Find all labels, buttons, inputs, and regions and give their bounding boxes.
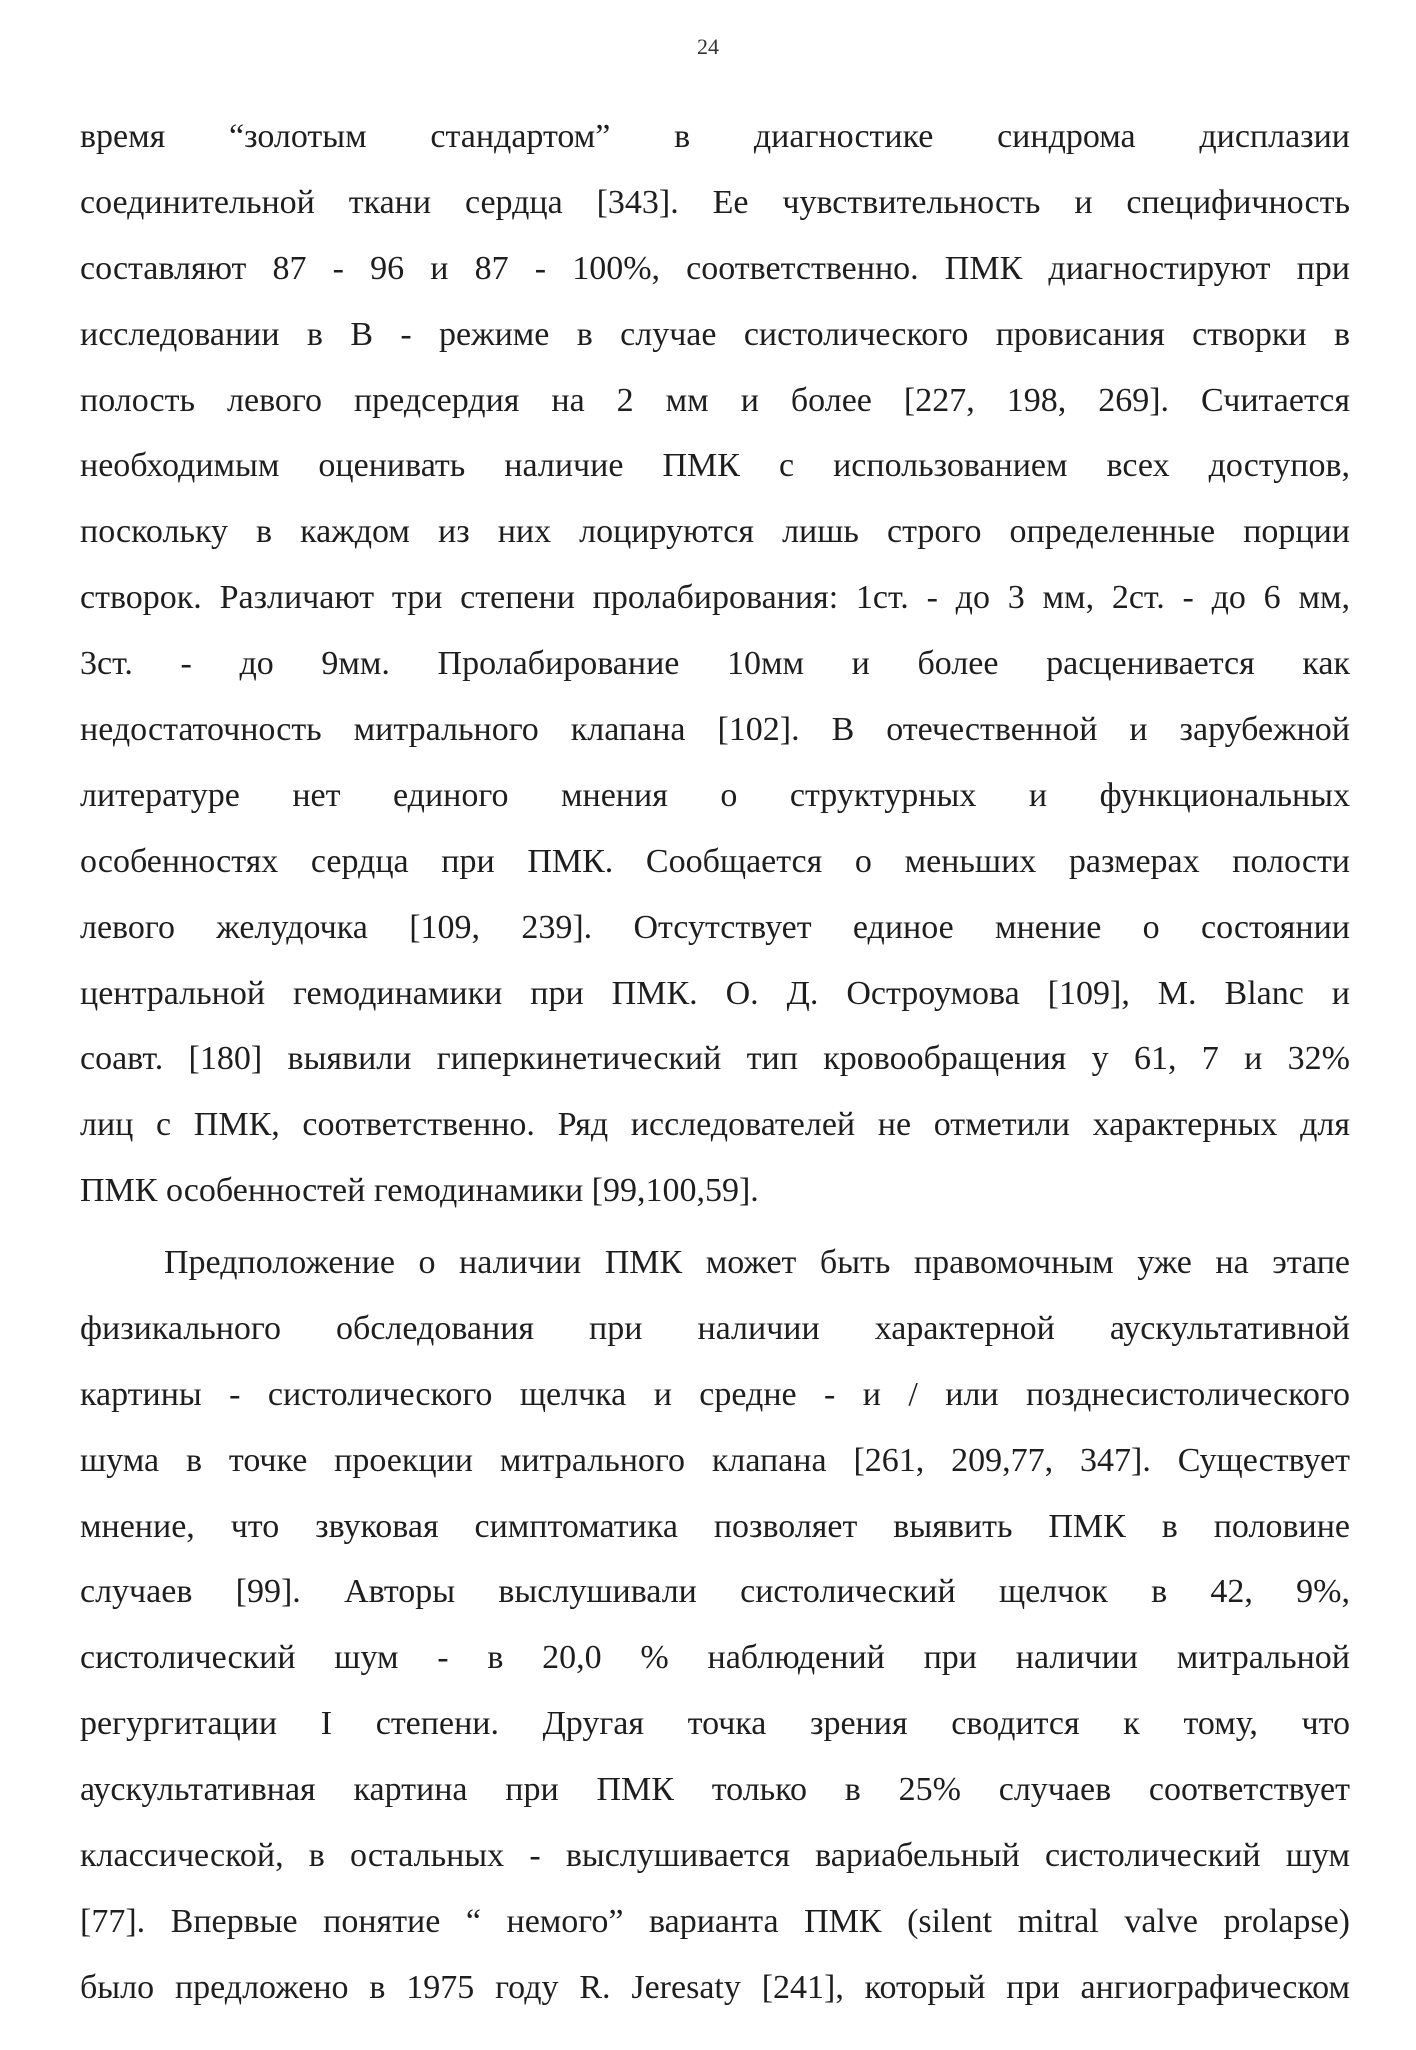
text-line: случаев [99]. Авторы выслушивали систолический щелчок в 42, 9%, xyxy=(80,1573,1350,1611)
text-line: классической, в остальных - выслушивается вариабельный систолический шум xyxy=(80,1837,1350,1875)
paragraph-2 xyxy=(80,1230,1350,2021)
text-line: 3ст. - до 9мм. Пролабирование 10мм и более расценивается как xyxy=(80,645,1350,683)
text-line: лиц с ПМК, соответственно. Ряд исследователей не отметили характерных для xyxy=(80,1106,1350,1144)
text-line: аускультативная картина при ПМК только в 25% случаев соответствует xyxy=(80,1771,1350,1809)
text-line: регургитации I степени. Другая точка зрения сводится к тому, что xyxy=(80,1705,1350,1743)
text-line: соединительной ткани сердца [343]. Ее чувствительность и специфичность xyxy=(80,183,1350,221)
text-line: [77]. Впервые понятие “ немого” варианта ПМК (silent mitral valve prolapse) xyxy=(80,1902,1350,1940)
text-line: центральной гемодинамики при ПМК. О. Д. Остроумова [109], M. Blanc и xyxy=(80,974,1350,1012)
text-line: соавт. [180] выявили гиперкинетический тип кровообращения у 61, 7 и 32% xyxy=(80,1040,1350,1078)
text-line: исследовании в В - режиме в случае систолического провисания створки в xyxy=(80,315,1350,353)
text-line: литературе нет единого мнения о структурных и функциональных xyxy=(80,776,1350,814)
text-line: мнение, что звуковая симптоматика позволяет выявить ПМК в половине xyxy=(80,1507,1350,1545)
text-line: необходимым оценивать наличие ПМК с использованием всех доступов, xyxy=(80,447,1350,485)
text-line: левого желудочка [109, 239]. Отсутствует единое мнение о состоянии xyxy=(80,908,1350,946)
text-line: недостаточность митрального клапана [102]. В отечественной и зарубежной xyxy=(80,711,1350,749)
text-line: Предположение о наличии ПМК может быть правомочным уже на этапе xyxy=(164,1244,1350,1281)
page-number: 24 xyxy=(697,34,719,59)
text-line: створок. Различают три степени пролабирования: 1ст. - до 3 мм, 2ст. - до 6 мм, xyxy=(80,579,1350,617)
text-line: шума в точке проекции митрального клапана [261, 209,77, 347]. Существует xyxy=(80,1441,1350,1479)
text-line: ПМК особенностей гемодинамики [99,100,59]. xyxy=(80,1172,759,1210)
text-line: физикального обследования при наличии характерной аускультативной xyxy=(80,1309,1350,1347)
text-line: время “золотым стандартом” в диагностике синдрома дисплазии xyxy=(80,118,1350,155)
text-line: поскольку в каждом из них лоцируются лишь строго определенные порции xyxy=(80,513,1350,551)
text-line: было предложено в 1975 году R. Jeresaty [241], который при ангиографическом xyxy=(80,1968,1350,2006)
text-line: особенностях сердца при ПМК. Сообщается о меньших размерах полости xyxy=(80,842,1350,880)
text-line: составляют 87 - 96 и 87 - 100%, соответственно. ПМК диагностируют при xyxy=(80,249,1350,287)
text-line: картины - систолического щелчка и средне - и / или позднесистолического xyxy=(80,1375,1350,1413)
paragraph-1 xyxy=(80,104,1350,1224)
text-line: систолический шум - в 20,0 % наблюдений при наличии митральной xyxy=(80,1639,1350,1677)
text-line: полость левого предсердия на 2 мм и более [227, 198, 269]. Считается xyxy=(80,381,1350,419)
